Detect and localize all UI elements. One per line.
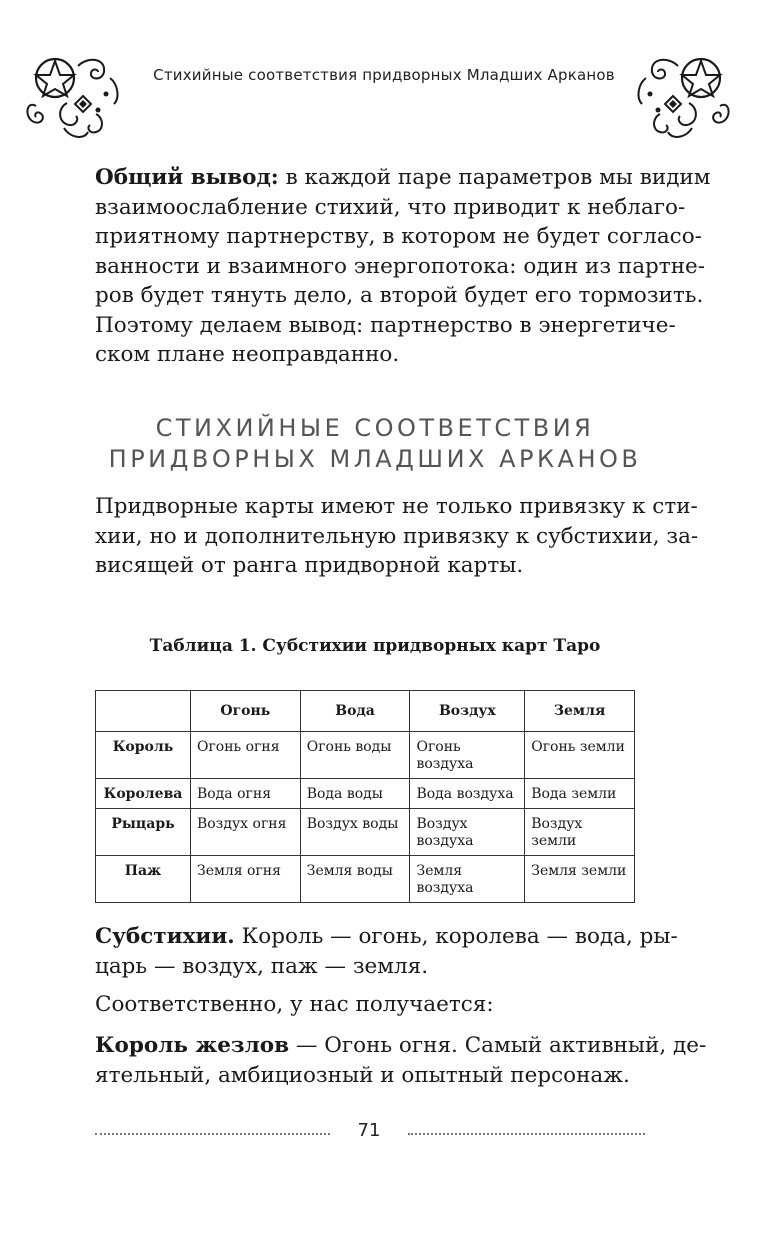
bold-lead: Субстихии. xyxy=(95,924,235,949)
table-header-cell: Воздух xyxy=(410,691,525,732)
section-heading-line: ПРИДВОРНЫХ МЛАДШИХ АРКАНОВ xyxy=(108,445,642,473)
paragraph-court-cards-intro xyxy=(95,492,699,581)
table-cell: Вода воздуха xyxy=(410,779,525,809)
paragraph-king-of-wands xyxy=(95,1031,707,1090)
row-label: Рыцарь xyxy=(96,809,191,856)
table-caption: Таблица 1. Субстихии придворных карт Таро xyxy=(149,636,601,656)
table-cell: Воздух воздуха xyxy=(410,809,525,856)
paragraph-accordingly xyxy=(95,990,655,1020)
paragraph-line: приятному партнерству, в котором не будет согласо- xyxy=(95,224,702,249)
row-label: Король xyxy=(96,732,191,779)
row-label: Королева xyxy=(96,779,191,809)
row-label: Паж xyxy=(96,856,191,903)
table-row xyxy=(96,809,635,856)
table-cell: Огонь земли xyxy=(525,732,635,779)
paragraph-general-conclusion xyxy=(95,163,711,370)
page-number: 71 xyxy=(357,1120,381,1141)
table-header-cell: Вода xyxy=(300,691,410,732)
paragraph-subelements xyxy=(95,922,678,981)
table-cell: Земля воды xyxy=(300,856,410,903)
section-heading-line: СТИХИЙНЫЕ СООТВЕТСТВИЯ xyxy=(155,414,595,442)
table-cell: Огонь огня xyxy=(190,732,300,779)
paragraph-line: висящей от ранга придворной карты. xyxy=(95,553,524,578)
footer-dotted-rule xyxy=(408,1133,645,1135)
table-cell: Вода огня xyxy=(190,779,300,809)
table-cell: Воздух земли xyxy=(525,809,635,856)
table-cell: Вода земли xyxy=(525,779,635,809)
paragraph-line: хии, но и дополнительную привязку к субстихии, за- xyxy=(95,523,699,549)
table-header-cell xyxy=(96,691,191,732)
paragraph-line: Придворные карты имеют не только привязку к сти- xyxy=(95,494,698,519)
paragraph-line: ванности и взаимного энергопотока: один из партне- xyxy=(95,253,706,279)
paragraph-line: Поэтому делаем вывод: партнерство в энергетиче- xyxy=(95,312,676,338)
table-cell: Воздух огня xyxy=(190,809,300,856)
paragraph-line: Король жезлов — Огонь огня. Самый активный, де- xyxy=(95,1033,707,1058)
table-header-cell: Огонь xyxy=(190,691,300,732)
table-header-cell: Земля xyxy=(525,691,635,732)
paragraph-line: ском плане неоправданно. xyxy=(95,342,400,367)
table-cell: Огонь воды xyxy=(300,732,410,779)
subelements-table xyxy=(95,690,635,903)
footer-dotted-rule xyxy=(95,1133,330,1135)
pentacle-ornament-icon xyxy=(18,48,128,148)
section-heading xyxy=(95,413,655,475)
paragraph-line: взаимоослабление стихий, что приводит к неблаго- xyxy=(95,194,686,220)
table-cell: Земля воздуха xyxy=(410,856,525,903)
running-head: Стихийные соответствия придворных Младших Арканов xyxy=(153,66,615,84)
table-cell: Воздух воды xyxy=(300,809,410,856)
paragraph-line: ров будет тянуть дело, а второй будет его тормозить. xyxy=(95,283,704,308)
table-row xyxy=(96,732,635,779)
paragraph-line: Соответственно, у нас получается: xyxy=(95,992,494,1017)
table-cell: Земля огня xyxy=(190,856,300,903)
bold-lead: Король жезлов xyxy=(95,1033,290,1058)
paragraph-line: Общий вывод: в каждой паре параметров мы видим xyxy=(95,165,711,190)
table-cell: Огонь воздуха xyxy=(410,732,525,779)
paragraph-line: ятельный, амбициозный и опытный персонаж. xyxy=(95,1062,630,1088)
table-row xyxy=(96,779,635,809)
bold-lead: Общий вывод: xyxy=(95,165,279,190)
paragraph-line: Субстихии. Король — огонь, королева — вода, ры- xyxy=(95,924,678,949)
table-cell: Земля земли xyxy=(525,856,635,903)
table-header-row xyxy=(96,691,635,732)
table-cell: Вода воды xyxy=(300,779,410,809)
paragraph-line: царь — воздух, паж — земля. xyxy=(95,953,429,979)
pentacle-ornament-icon xyxy=(628,48,738,148)
table-row xyxy=(96,856,635,903)
